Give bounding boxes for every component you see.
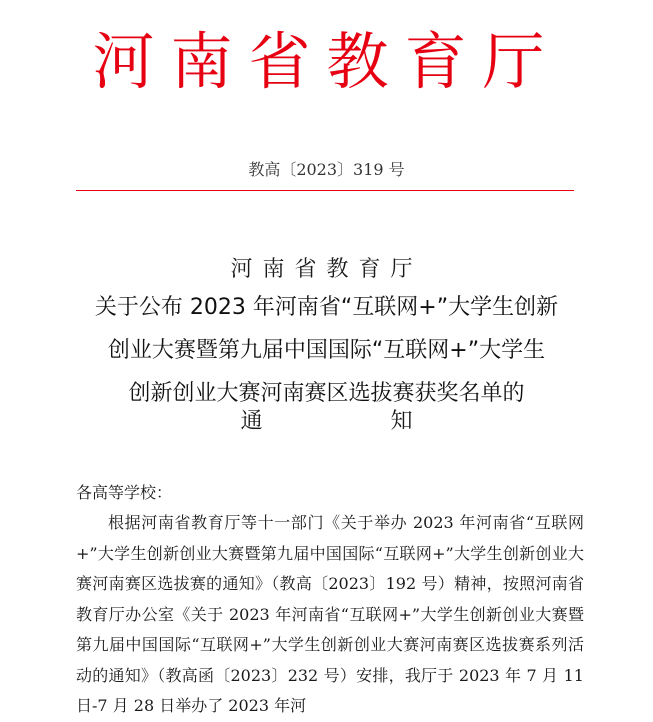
document-title xyxy=(60,286,593,415)
title-line-3: 创新创业大赛河南赛区选拔赛获奖名单的 xyxy=(128,381,525,406)
document-sender: 河南省教育厅 xyxy=(230,257,423,282)
body-paragraph: 根据河南省教育厅等十一部门《关于举办 2023 年河南省“互联网+”大学生创新创业大赛暨第九届中国国际“互联网+”大学生创新创业大赛河南赛区选拔赛的通知》（教高〔2023〕192 号）精神，按照河南省教育厅办公室《关于 2023 年河南省“互联网+”大学生创新创业大赛暨第九届中国国际“互联网+”大学生创新创业大赛河南赛区选拔赛系列活动的通知》（教高函〔2023〕232 号）安排，我厅于 2023 年 7 月 11 日-7 月 28 日举办了 2023 年河 xyxy=(76,513,584,715)
document-number: 教高〔2023〕319 号 xyxy=(248,160,405,179)
body-text xyxy=(76,508,584,722)
title-line-2: 创业大赛暨第九届中国国际“互联网+”大学生 xyxy=(107,338,546,363)
notice-heading xyxy=(0,404,653,440)
masthead-org-name: 河南省教育厅 xyxy=(92,25,561,98)
salutation: 各高等学校： xyxy=(76,483,173,502)
notice-char-1: 通 xyxy=(240,409,263,434)
notice-char-2: 知 xyxy=(390,409,413,434)
title-line-1: 关于公布 2023 年河南省“互联网+”大学生创新 xyxy=(94,295,559,320)
red-separator-line xyxy=(76,190,574,191)
